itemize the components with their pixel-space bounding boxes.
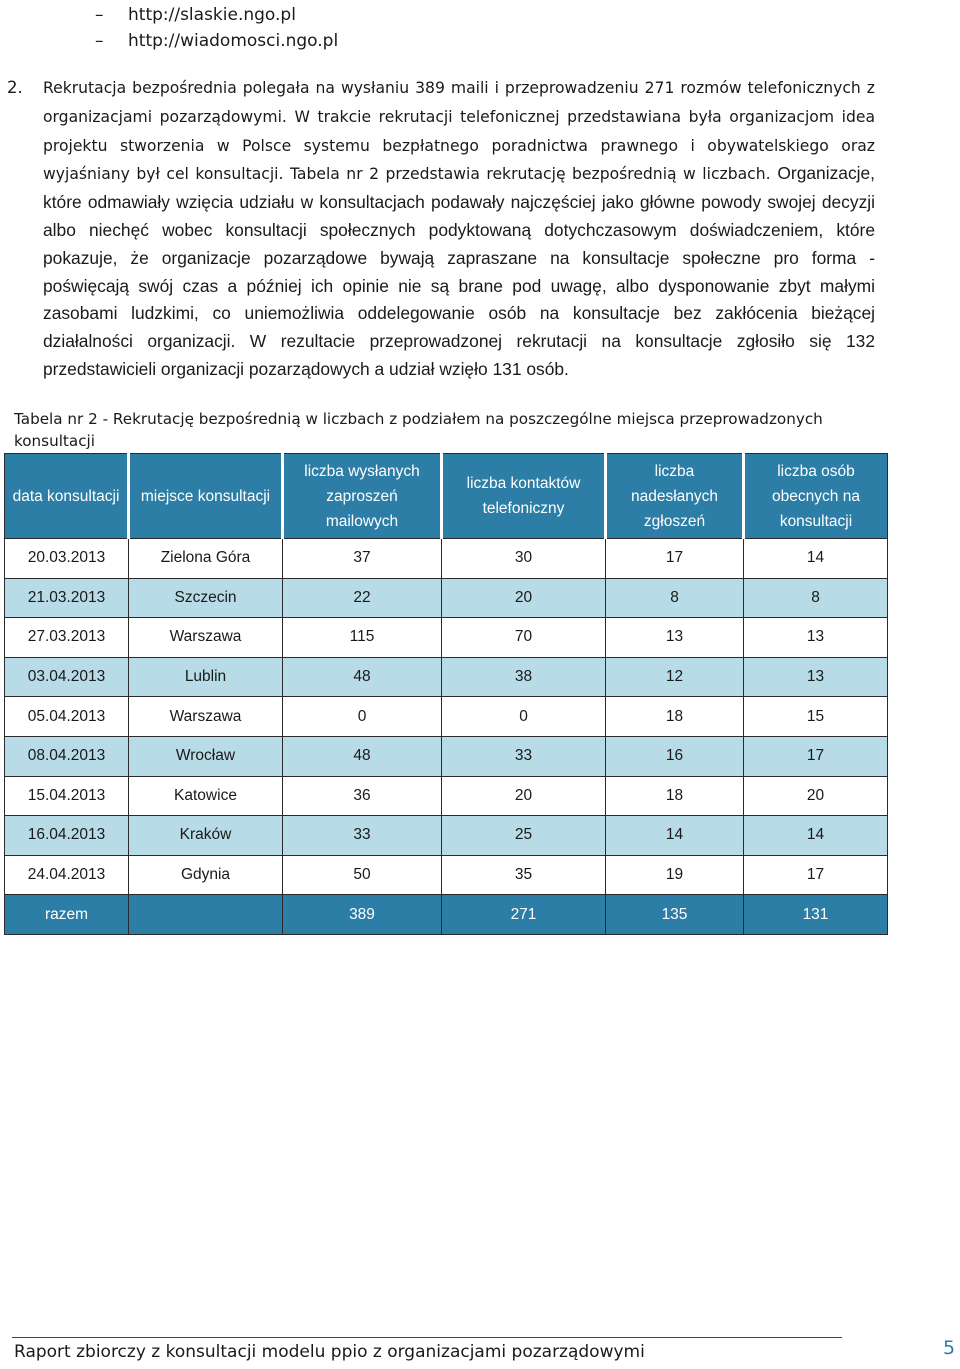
- cell-applications: 19: [606, 855, 744, 895]
- cell-place: Zielona Góra: [129, 539, 283, 579]
- paragraph-part-2: Organizacje, które odmawiały wzięcia udziału w konsultacjach podawały najczęściej jako główne powody swojej decyzji albo niechęć wobec konsultacji społecznych podyktowaną dotychczasowym doświadczeniem, które pokazuje, że organizacje pozarządowe bywają zapraszane na konsultacje społeczne pro forma - poświęcają swój czas a później ich opinie nie są brane pod uwagę, albo dysponowanie zbyt małymi zasobami ludzkimi, co uniemożliwia oddelegowanie osób na konsultacje bez zakłócenia bieżącej działalności organizacji. W rezultacie przeprowadzonej rekrutacji na konsultacje zgłosiło się 132 przedstawicieli organizacji pozarządowych a udział wzięło 131 osób.: [43, 163, 876, 379]
- table-row: [5, 816, 888, 856]
- cell-applications: 16: [606, 736, 744, 776]
- cell-place: Warszawa: [129, 618, 283, 658]
- table-row: [5, 539, 888, 579]
- cell-total-label: razem: [5, 895, 129, 935]
- cell-emails: 37: [283, 539, 442, 579]
- dash-bullet: –: [95, 31, 104, 51]
- table-header-row: [5, 454, 888, 539]
- footer-title: Raport zbiorczy z konsultacji modelu ppio z organizacjami pozarządowymi: [14, 1342, 645, 1362]
- cell-total-emails: 389: [283, 895, 442, 935]
- cell-total-applications: 135: [606, 895, 744, 935]
- link-item: [95, 2, 338, 28]
- cell-attendees: 17: [744, 736, 888, 776]
- cell-date: 16.04.2013: [5, 816, 129, 856]
- table-caption: Tabela nr 2 - Rekrutację bezpośrednią w liczbach z podziałem na poszczególne miejsca przeprowadzonych konsultacji: [14, 410, 823, 450]
- body-paragraph: [7, 74, 876, 384]
- cell-calls: 35: [442, 855, 606, 895]
- cell-place: Kraków: [129, 816, 283, 856]
- cell-date: 27.03.2013: [5, 618, 129, 658]
- col-header-attendees: liczba osób obecnych na konsultacji: [744, 454, 888, 539]
- link-list: [95, 2, 338, 54]
- cell-applications: 12: [606, 657, 744, 697]
- cell-place: Warszawa: [129, 697, 283, 737]
- cell-calls: 70: [442, 618, 606, 658]
- cell-date: 03.04.2013: [5, 657, 129, 697]
- cell-applications: 8: [606, 578, 744, 618]
- cell-emails: 36: [283, 776, 442, 816]
- paragraph-number: 2.: [7, 78, 23, 97]
- cell-calls: 38: [442, 657, 606, 697]
- table-row: [5, 855, 888, 895]
- cell-attendees: 17: [744, 855, 888, 895]
- cell-emails: 50: [283, 855, 442, 895]
- cell-date: 15.04.2013: [5, 776, 129, 816]
- cell-applications: 14: [606, 816, 744, 856]
- footer-divider: [12, 1337, 842, 1338]
- cell-applications: 17: [606, 539, 744, 579]
- table-row: [5, 697, 888, 737]
- cell-applications: 13: [606, 618, 744, 658]
- cell-date: 20.03.2013: [5, 539, 129, 579]
- cell-emails: 0: [283, 697, 442, 737]
- cell-total-calls: 271: [442, 895, 606, 935]
- cell-date: 05.04.2013: [5, 697, 129, 737]
- cell-emails: 48: [283, 657, 442, 697]
- cell-attendees: 14: [744, 816, 888, 856]
- table-total-row: [5, 895, 888, 935]
- col-header-date: data konsultacji: [5, 454, 129, 539]
- recruitment-table: [4, 453, 888, 935]
- cell-date: 21.03.2013: [5, 578, 129, 618]
- link-wiadomosci[interactable]: http://wiadomosci.ngo.pl: [128, 31, 339, 51]
- col-header-emails: liczba wysłanych zaproszeń mailowych: [283, 454, 442, 539]
- table-row: [5, 776, 888, 816]
- cell-attendees: 8: [744, 578, 888, 618]
- paragraph-part-1: Rekrutacja bezpośrednia polegała na wysłaniu 389 maili i przeprowadzeniu 271 rozmów telefonicznych z organizacjami pozarządowymi. W trakcie rekrutacji telefonicznej przedstawiana była organizacjom idea projektu stworzenia w Polsce systemu bezpłatnego poradnictwa prawnego i obywatelskiego oraz wyjaśniany był cel konsultacji. Tabela nr 2 przedstawia rekrutację bezpośrednią w liczbach.: [43, 79, 875, 184]
- cell-calls: 25: [442, 816, 606, 856]
- cell-total-attendees: 131: [744, 895, 888, 935]
- col-header-calls: liczba kontaktów telefoniczny: [442, 454, 606, 539]
- cell-place: Lublin: [129, 657, 283, 697]
- cell-attendees: 13: [744, 657, 888, 697]
- cell-calls: 33: [442, 736, 606, 776]
- link-item: [95, 28, 338, 54]
- cell-place: Wrocław: [129, 736, 283, 776]
- cell-place: Katowice: [129, 776, 283, 816]
- table-row: [5, 618, 888, 658]
- cell-total-place: [129, 895, 283, 935]
- cell-calls: 30: [442, 539, 606, 579]
- cell-calls: 20: [442, 578, 606, 618]
- cell-place: Szczecin: [129, 578, 283, 618]
- cell-place: Gdynia: [129, 855, 283, 895]
- table-row: [5, 657, 888, 697]
- cell-date: 24.04.2013: [5, 855, 129, 895]
- page-number: 5: [943, 1337, 956, 1359]
- col-header-place: miejsce konsultacji: [129, 454, 283, 539]
- cell-emails: 115: [283, 618, 442, 658]
- dash-bullet: –: [95, 5, 104, 25]
- link-slaskie[interactable]: http://slaskie.ngo.pl: [128, 5, 296, 25]
- cell-attendees: 20: [744, 776, 888, 816]
- cell-attendees: 13: [744, 618, 888, 658]
- cell-calls: 20: [442, 776, 606, 816]
- table-row: [5, 736, 888, 776]
- cell-attendees: 14: [744, 539, 888, 579]
- cell-applications: 18: [606, 776, 744, 816]
- cell-calls: 0: [442, 697, 606, 737]
- cell-emails: 33: [283, 816, 442, 856]
- cell-date: 08.04.2013: [5, 736, 129, 776]
- col-header-applications: liczba nadesłanych zgłoszeń: [606, 454, 744, 539]
- cell-attendees: 15: [744, 697, 888, 737]
- cell-applications: 18: [606, 697, 744, 737]
- table-row: [5, 578, 888, 618]
- cell-emails: 48: [283, 736, 442, 776]
- cell-emails: 22: [283, 578, 442, 618]
